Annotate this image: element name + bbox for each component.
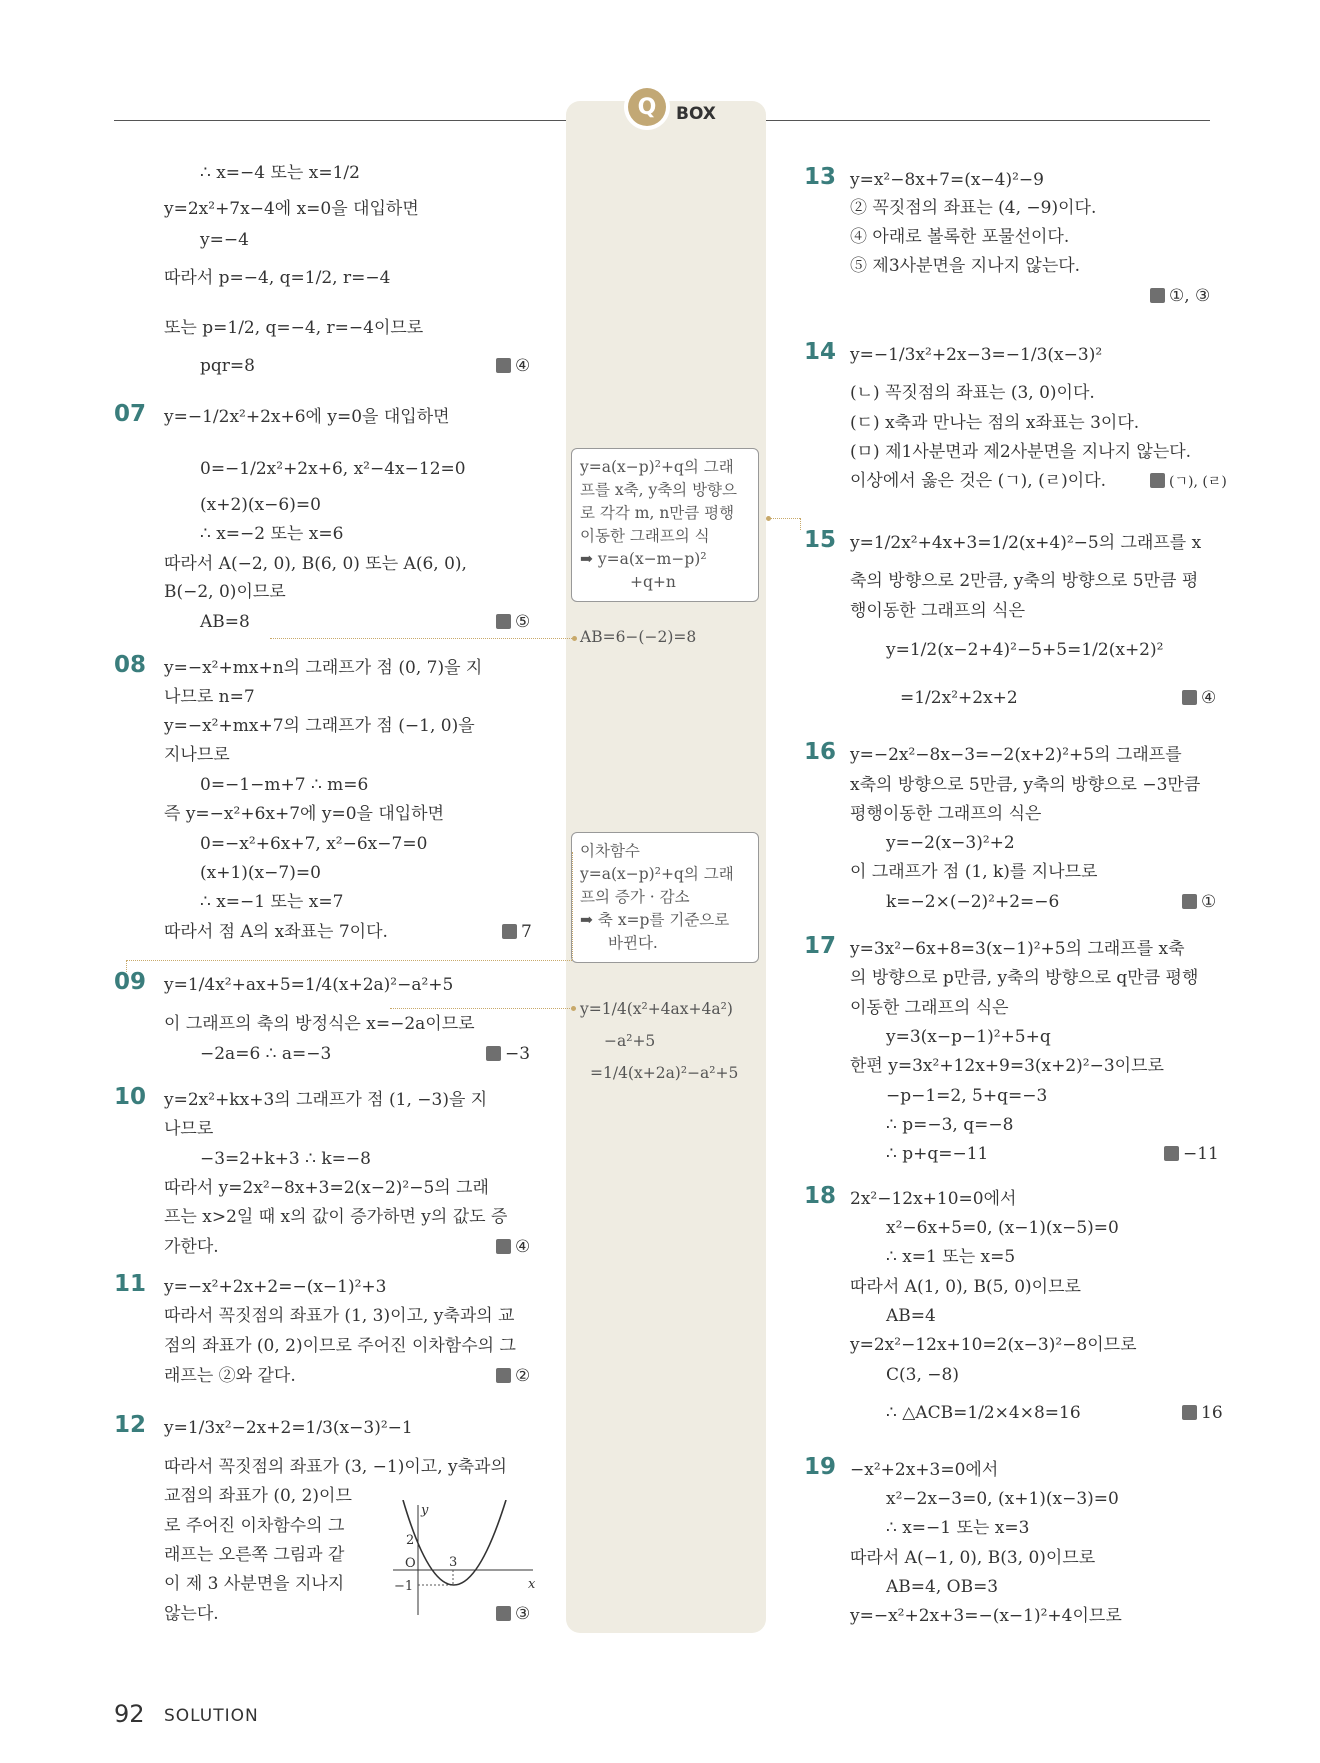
problem-number: 08 [114, 652, 147, 678]
text-line: 또는 p=1/2, q=−4, r=−4이므로 [164, 318, 424, 338]
text-line: 행이동한 그래프의 식은 [850, 601, 1026, 621]
text-line: ∴ x=−1 또는 x=3 [886, 1518, 1030, 1538]
text-line: y=−x²+2x+3=−(x−1)²+4이므로 [850, 1606, 1122, 1626]
box-label: BOX [676, 104, 716, 124]
text-line: y=1/2x²+4x+3=1/2(x+4)²−5의 그래프를 x [850, 533, 1202, 553]
connector-dot [571, 1006, 576, 1011]
answer-badge [486, 1042, 530, 1066]
text-line: 않는다. [164, 1604, 219, 1624]
text-line: ② 꼭짓점의 좌표는 (4, −9)이다. [850, 198, 1097, 218]
problem-number: 15 [804, 527, 837, 553]
note-line: 프의 증가 · 감소 [580, 888, 690, 906]
note-line: y=a(x−p)²+q의 그래 [580, 458, 734, 476]
answer-text: ④ [515, 356, 531, 376]
text-line: y=−x²+mx+7의 그래프가 점 (−1, 0)을 [164, 716, 475, 736]
text-line: AB=8 [200, 612, 250, 632]
answer-mark-icon [1150, 288, 1165, 303]
text-line: pqr=8 [200, 356, 255, 376]
connector-line [770, 518, 800, 519]
answer-text: ⑤ [515, 612, 531, 632]
text-line: 지나므로 [164, 745, 230, 765]
problem-number: 13 [804, 164, 837, 190]
text-line: 축의 방향으로 2만큼, y축의 방향으로 5만큼 평 [850, 571, 1199, 591]
text-line: 로 주어진 이차함수의 그 [164, 1516, 345, 1536]
parabola-graph [388, 1500, 538, 1620]
text-line: AB=4, OB=3 [886, 1577, 999, 1597]
answer-mark-icon [486, 1046, 501, 1061]
answer-text: 16 [1201, 1403, 1223, 1423]
note-line: y=a(x−p)²+q의 그래 [580, 865, 734, 883]
text-line: y=2x²+kx+3의 그래프가 점 (1, −3)을 지 [164, 1090, 488, 1110]
text-line: −x²+2x+3=0에서 [850, 1460, 999, 1480]
answer-text: ③ [515, 1604, 531, 1624]
text-line: 래프는 오른쪽 그림과 같 [164, 1545, 345, 1565]
text-line: 나므로 n=7 [164, 687, 255, 707]
text-line: 이동한 그래프의 식은 [850, 998, 1009, 1018]
text-line: y=−x²+2x+2=−(x−1)²+3 [164, 1277, 387, 1297]
answer-text: ① [1201, 892, 1217, 912]
graph-x-label: x [528, 1577, 536, 1592]
text-line: ∴ △ACB=1/2×4×8=16 [886, 1403, 1081, 1423]
problem-number: 19 [804, 1454, 837, 1480]
graph-y-label: y [421, 1503, 429, 1518]
text-line: 교점의 좌표가 (0, 2)이므 [164, 1486, 352, 1506]
text-line: (ㄴ) 꼭짓점의 좌표는 (3, 0)이다. [850, 383, 1095, 403]
text-line: 따라서 A(−2, 0), B(6, 0) 또는 A(6, 0), [164, 554, 467, 574]
text-line: y=3(x−p−1)²+5+q [886, 1027, 1051, 1047]
text-line: 이 그래프의 축의 방정식은 x=−2a이므로 [164, 1014, 475, 1034]
problem-number: 10 [114, 1084, 147, 1110]
header-rule-left [114, 120, 566, 121]
problem-number: 12 [114, 1412, 147, 1438]
text-line: 0=−1/2x²+2x+6, x²−4x−12=0 [200, 459, 466, 479]
connector-line [126, 960, 572, 961]
text-line: ∴ x=1 또는 x=5 [886, 1247, 1016, 1267]
text-line: −3=2+k+3 ∴ k=−8 [200, 1149, 371, 1169]
text-line: x축의 방향으로 5만큼, y축의 방향으로 −3만큼 [850, 775, 1201, 795]
text-line: y=3x²−6x+8=3(x−1)²+5의 그래프를 x축 [850, 939, 1185, 959]
text-line: x²−2x−3=0, (x+1)(x−3)=0 [886, 1489, 1119, 1509]
text-line: (x+1)(x−7)=0 [200, 863, 321, 883]
text-line: 점의 좌표가 (0, 2)이므로 주어진 이차함수의 그 [164, 1336, 516, 1356]
note-line: +q+n [630, 573, 676, 591]
text-line: 즉 y=−x²+6x+7에 y=0을 대입하면 [164, 804, 445, 824]
text-line: 따라서 꼭짓점의 좌표가 (3, −1)이고, y축과의 [164, 1457, 507, 1477]
text-line: ∴ p+q=−11 [886, 1144, 989, 1164]
text-line: y=1/3x²−2x+2=1/3(x−3)²−1 [164, 1418, 413, 1438]
note-line: ➡ 축 x=p를 기준으로 [580, 911, 730, 929]
text-line: C(3, −8) [886, 1365, 959, 1385]
problem-number: 14 [804, 339, 837, 365]
qbox-note-completing-square: =1/4(x+2a)²−a²+5 [590, 1064, 739, 1082]
problem-number: 17 [804, 933, 837, 959]
text-line: 이 제 3 사분면을 지나지 [164, 1574, 345, 1594]
text-line: y=1/4x²+ax+5=1/4(x+2a)²−a²+5 [164, 975, 454, 995]
q-logo-icon [628, 88, 666, 126]
answer-badge [1182, 1401, 1223, 1425]
note-line: 이동한 그래프의 식 [580, 527, 710, 545]
answer-badge [1150, 469, 1227, 494]
text-line: y=1/2(x−2+4)²−5+5=1/2(x+2)² [886, 640, 1164, 660]
qbox-note-completing-square: −a²+5 [604, 1032, 656, 1050]
answer-badge [1150, 284, 1210, 308]
text-line: 나므로 [164, 1119, 214, 1139]
text-line: y=2x²+7x−4에 x=0을 대입하면 [164, 199, 419, 219]
text-line: 프는 x>2일 때 x의 값이 증가하면 y의 값도 증 [164, 1207, 508, 1227]
answer-badge [496, 1364, 530, 1388]
graph-origin-label: O [405, 1556, 416, 1571]
text-line: B(−2, 0)이므로 [164, 582, 286, 602]
connector-line [126, 960, 127, 972]
text-line: y=2x²−12x+10=2(x−3)²−8이므로 [850, 1335, 1137, 1355]
problem-number: 09 [114, 969, 147, 995]
answer-mark-icon [1182, 1405, 1197, 1420]
graph-tick-label: 2 [406, 1533, 415, 1548]
text-line: 따라서 점 A의 x좌표는 7이다. [164, 922, 388, 942]
text-line: ∴ x=−2 또는 x=6 [200, 524, 344, 544]
problem-number: 18 [804, 1183, 837, 1209]
text-line: x²−6x+5=0, (x−1)(x−5)=0 [886, 1218, 1119, 1238]
answer-mark-icon [496, 614, 511, 629]
note-line: 바뀐다. [608, 934, 658, 952]
qbox-note-completing-square: y=1/4(x²+4ax+4a²) [580, 1000, 733, 1018]
text-line: y=−1/3x²+2x−3=−1/3(x−3)² [850, 345, 1103, 365]
text-line: ∴ x=−4 또는 x=1/2 [200, 163, 360, 183]
text-line: 따라서 p=−4, q=1/2, r=−4 [164, 268, 391, 288]
answer-text: ④ [1201, 688, 1217, 708]
text-line: 래프는 ②와 같다. [164, 1366, 296, 1386]
answer-text: −11 [1183, 1144, 1219, 1164]
text-line: y=−1/2x²+2x+6에 y=0을 대입하면 [164, 407, 450, 427]
connector-dot [572, 636, 577, 641]
qbox-note-increase-decrease [571, 832, 759, 963]
text-line: (ㅁ) 제1사분면과 제2사분면을 지나지 않는다. [850, 442, 1192, 462]
answer-mark-icon [1182, 690, 1197, 705]
answer-badge [1182, 686, 1216, 710]
note-line: 프를 x축, y축의 방향으 [580, 481, 737, 499]
connector-line [572, 852, 573, 960]
text-line: 가한다. [164, 1237, 219, 1257]
answer-badge [496, 354, 530, 378]
text-line: 2x²−12x+10=0에서 [850, 1189, 1017, 1209]
text-line: AB=4 [886, 1306, 936, 1326]
text-line: y=−4 [200, 230, 249, 250]
text-line: −p−1=2, 5+q=−3 [886, 1086, 1048, 1106]
answer-mark-icon [1182, 894, 1197, 909]
text-line: =1/2x²+2x+2 [900, 688, 1018, 708]
text-line: 이 그래프가 점 (1, k)를 지나므로 [850, 862, 1098, 882]
text-line: 의 방향으로 p만큼, y축의 방향으로 q만큼 평행 [850, 968, 1199, 988]
answer-badge [496, 1235, 530, 1259]
graph-tick-label: −1 [394, 1579, 414, 1594]
text-line: 0=−x²+6x+7, x²−6x−7=0 [200, 834, 428, 854]
answer-mark-icon [1150, 473, 1165, 488]
answer-mark-icon [496, 358, 511, 373]
qbox-note-ab: AB=6−(−2)=8 [580, 628, 697, 646]
q-logo-letter: Q [637, 94, 657, 120]
text-line: y=−x²+mx+n의 그래프가 점 (0, 7)을 지 [164, 658, 483, 678]
text-line: ∴ p=−3, q=−8 [886, 1115, 1014, 1135]
text-line: y=−2(x−3)²+2 [886, 833, 1015, 853]
answer-mark-icon [496, 1368, 511, 1383]
answer-mark-icon [1164, 1146, 1179, 1161]
text-line: −2a=6 ∴ a=−3 [200, 1044, 332, 1064]
connector-line [270, 638, 576, 639]
answer-text: ①, ③ [1169, 286, 1211, 306]
text-line: 이상에서 옳은 것은 (ㄱ), (ㄹ)이다. [850, 471, 1107, 491]
text-line: y=−2x²−8x−3=−2(x+2)²+5의 그래프를 [850, 745, 1182, 765]
answer-badge [1164, 1142, 1219, 1166]
problem-number: 07 [114, 401, 147, 427]
text-line: 따라서 A(1, 0), B(5, 0)이므로 [850, 1277, 1081, 1297]
text-line: 따라서 꼭짓점의 좌표가 (1, 3)이고, y축과의 교 [164, 1306, 515, 1326]
answer-text: (ㄱ), (ㄹ) [1169, 474, 1227, 490]
qbox-note-translation [571, 448, 759, 602]
text-line: (x+2)(x−6)=0 [200, 495, 321, 515]
answer-text: −3 [505, 1044, 531, 1064]
answer-badge [502, 920, 532, 944]
note-line: ➡ y=a(x−m−p)² [580, 550, 707, 568]
text-line: ∴ x=−1 또는 x=7 [200, 892, 344, 912]
page-number: 92 [114, 1700, 145, 1728]
header-rule-right [766, 120, 1210, 121]
note-line: 로 각각 m, n만큼 평행 [580, 504, 735, 522]
footer-label: SOLUTION [164, 1706, 259, 1726]
text-line: 0=−1−m+7 ∴ m=6 [200, 775, 369, 795]
text-line: ⑤ 제3사분면을 지나지 않는다. [850, 256, 1081, 276]
text-line: k=−2×(−2)²+2=−6 [886, 892, 1060, 912]
answer-mark-icon [496, 1239, 511, 1254]
answer-mark-icon [502, 924, 517, 939]
problem-number: 11 [114, 1271, 147, 1297]
graph-tick-label: 3 [449, 1555, 458, 1570]
text-line: 따라서 y=2x²−8x+3=2(x−2)²−5의 그래 [164, 1178, 489, 1198]
answer-badge [1182, 890, 1216, 914]
answer-text: ④ [515, 1237, 531, 1257]
text-line: (ㄷ) x축과 만나는 점의 x좌표는 3이다. [850, 413, 1140, 433]
problem-number: 16 [804, 739, 837, 765]
note-line: 이차함수 [580, 842, 640, 860]
text-line: 한편 y=3x²+12x+9=3(x+2)²−3이므로 [850, 1056, 1164, 1076]
answer-text: ② [515, 1366, 531, 1386]
answer-badge [496, 610, 530, 634]
text-line: ④ 아래로 볼록한 포물선이다. [850, 227, 1070, 247]
answer-text: 7 [521, 922, 532, 942]
text-line: 평행이동한 그래프의 식은 [850, 804, 1042, 824]
connector-line [800, 518, 801, 530]
text-line: 따라서 A(−1, 0), B(3, 0)이므로 [850, 1548, 1096, 1568]
connector-line [390, 1008, 576, 1009]
text-line: y=x²−8x+7=(x−4)²−9 [850, 170, 1044, 190]
